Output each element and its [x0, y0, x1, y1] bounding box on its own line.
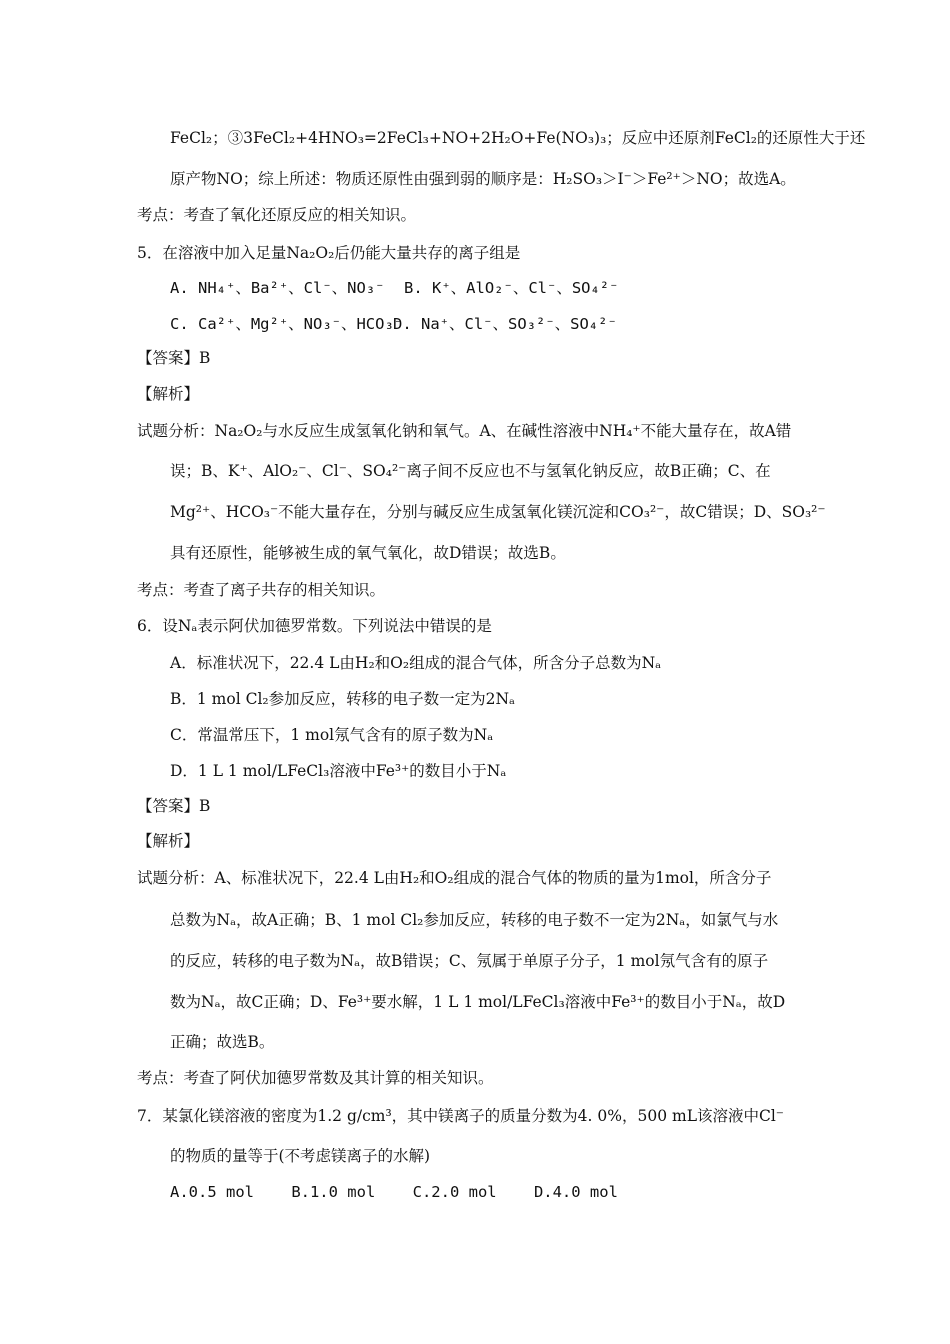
- analysis-line: 的反应，转移的电子数为Nₐ，故B错误；C、氖属于单原子分子，1 mol氖气含有的原子: [170, 952, 769, 970]
- option-6b: B．1 mol Cl₂参加反应，转移的电子数一定为2Nₐ: [170, 690, 516, 708]
- analysis-line: 试题分析：Na₂O₂与水反应生成氢氧化钠和氧气。A、在碱性溶液中NH₄⁺不能大量存在，故A错: [137, 422, 792, 440]
- question-6-stem: 6．设Nₐ表示阿伏加德罗常数。下列说法中错误的是: [137, 617, 492, 635]
- key-point: 考点：考查了阿伏加德罗常数及其计算的相关知识。: [137, 1069, 494, 1087]
- analysis-line: 试题分析：A、标准状况下，22.4 L由H₂和O₂组成的混合气体的物质的量为1mol，所含分子: [137, 869, 772, 887]
- option-6d: D．1 L 1 mol/LFeCl₃溶液中Fe³⁺的数目小于Nₐ: [170, 762, 507, 780]
- analysis-line: 误；B、K⁺、AlO₂⁻、Cl⁻、SO₄²⁻离子间不反应也不与氢氧化钠反应，故B正确；C、在: [170, 462, 771, 480]
- question-7-options: A.0.5 mol B.1.0 mol C.2.0 mol D.4.0 mol: [170, 1183, 618, 1201]
- analysis-line: 原产物NO；综上所述：物质还原性由强到弱的顺序是：H₂SO₃＞I⁻＞Fe²⁺＞NO；故选A。: [170, 170, 796, 188]
- key-point: 考点：考查了氧化还原反应的相关知识。: [137, 206, 417, 224]
- option-6c: C．常温常压下，1 mol氖气含有的原子数为Nₐ: [170, 726, 494, 744]
- analysis-line: Mg²⁺、HCO₃⁻不能大量存在，分别与碱反应生成氢氧化镁沉淀和CO₃²⁻，故C错误；D、SO₃²⁻: [170, 503, 826, 521]
- answer-label: 【答案】B: [137, 349, 211, 367]
- analysis-line: FeCl₂；③3FeCl₂+4HNO₃=2FeCl₃+NO+2H₂O+Fe(NO₃)₃；反应中还原剂FeCl₂的还原性大于还: [170, 129, 866, 147]
- option-5b: B. K⁺、AlO₂⁻、Cl⁻、SO₄²⁻: [404, 279, 619, 297]
- question-7-stem: 7．某氯化镁溶液的密度为1.2 g/cm³，其中镁离子的质量分数为4. 0%，500 mL该溶液中Cl⁻: [137, 1107, 784, 1125]
- analysis-line: 数为Nₐ，故C正确；D、Fe³⁺要水解，1 L 1 mol/LFeCl₃溶液中Fe³⁺的数目小于Nₐ，故D: [170, 993, 786, 1011]
- option-6a: A．标准状况下，22.4 L由H₂和O₂组成的混合气体，所含分子总数为Nₐ: [170, 654, 662, 672]
- option-5a: A. NH₄⁺、Ba²⁺、Cl⁻、NO₃⁻: [170, 279, 385, 297]
- analysis-line: 正确；故选B。: [170, 1033, 275, 1051]
- question-5-stem: 5．在溶液中加入足量Na₂O₂后仍能大量共存的离子组是: [137, 244, 521, 262]
- option-5c: C. Ca²⁺、Mg²⁺、NO₃⁻、HCO₃⁻: [170, 315, 404, 333]
- analysis-label: 【解析】: [137, 385, 200, 403]
- option-5d: D. Na⁺、Cl⁻、SO₃²⁻、SO₄²⁻: [393, 315, 617, 333]
- analysis-label: 【解析】: [137, 832, 200, 850]
- analysis-line: 总数为Nₐ，故A正确；B、1 mol Cl₂参加反应，转移的电子数不一定为2Nₐ，如氯气与水: [170, 911, 779, 929]
- key-point: 考点：考查了离子共存的相关知识。: [137, 581, 386, 599]
- question-7-stem-cont: 的物质的量等于(不考虑镁离子的水解): [170, 1147, 431, 1165]
- analysis-line: 具有还原性，能够被生成的氧气氧化，故D错误；故选B。: [170, 544, 566, 562]
- answer-label: 【答案】B: [137, 797, 211, 815]
